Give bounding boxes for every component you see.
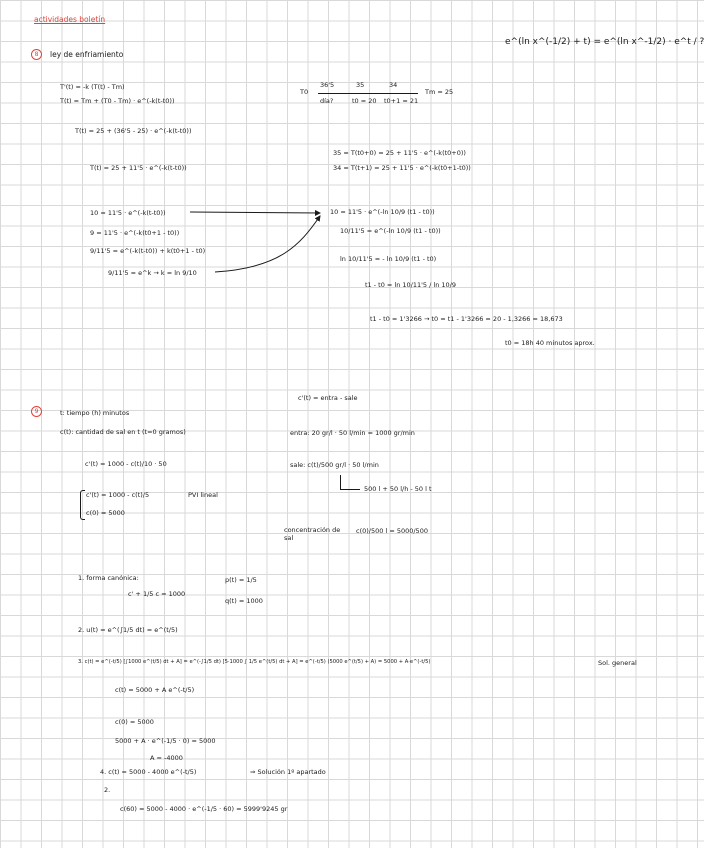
solve-line-4: t1 - t0 = ln 10/11'5 / ln 10/9 [365,281,456,289]
result-line: t1 - t0 = 1'3266 → t0 = t1 - 1'3266 = 20 - 1,3266 = 18,673 [370,315,563,323]
step-4-tag: ⇒ Solución 1º apartado [250,768,326,776]
variable-t: t: tiempo (h) minutos [60,409,130,417]
equation-simplified: T(t) = 25 + 11'5 · e^(-k(t-t0)) [90,164,187,172]
exercise-number-badge: 8 [31,49,42,60]
step-b: 2. [104,786,111,794]
outflow: sale: c(t)/500 gr/l · 50 l/min [290,461,379,469]
derivation-line-3: 9/11'5 = e^(-k(t-t0)) + k(t0+1 - t0) [90,247,206,255]
step-2: 2. u(t) = e^(∫1/5 dt) = e^(t/5) [78,626,178,634]
timeline-sub: día? [320,97,334,105]
timeline-value: 36'5 [320,81,335,89]
derivation-line-2: 9 = 11'5 · e^(-k(t0+1 - t0)) [90,229,180,237]
equation-substituted: T(t) = 25 + (36'5 - 25) · e^(-k(t-t0)) [75,127,192,135]
ode: c'(t) = 1000 - c(t)/10 · 50 [85,460,167,468]
constant-value: A = -4000 [150,754,183,762]
concentration-value: c(0)/500 l = 5000/500 [356,527,428,535]
equation-cooling-law: T'(t) = -k (T(t) - Tm) [60,83,125,91]
salt-balance-equation: c'(t) = entra - sale [298,394,358,402]
step-1-p: p(t) = 1/5 [225,576,257,584]
pvi-initial-condition: c(0) = 5000 [86,509,125,517]
exercise-number-badge: 9 [31,406,42,417]
step-1-equation: c' + 1/5 c = 1000 [128,590,186,598]
step-4: 4. c(t) = 5000 - 4000 e^(-t/5) [100,768,197,776]
solve-line-3: ln 10/11'5 = - ln 10/9 (t1 - t0) [340,255,437,263]
initial-condition-1: c(0) = 5000 [115,718,154,726]
timeline-note: Tm = 25 [425,88,454,96]
derivation-line-4: 9/11'5 = e^k → k = ln 9/10 [108,269,197,277]
solve-line-1: 10 = 11'5 · e^(-ln 10/9 (t1 - t0)) [330,208,435,216]
condition-2: 34 = T(t+1) = 25 + 11'5 · e^(-k(t0+1-t0)) [333,164,471,172]
timeline-sub: t0 = 20 [352,97,377,105]
timeline-value: 35 [356,81,365,89]
derivation-line-1: 10 = 11'5 · e^(-k(t-t0)) [90,209,166,217]
timeline-label: T0 [300,88,309,96]
outflow-bracket [340,475,341,489]
general-solution: c(t) = 5000 + A e^(-t/5) [115,686,195,694]
pvi-brace [80,490,85,520]
pvi-label: PVI lineal [188,491,218,499]
variable-c: c(t): cantidad de sal en t (t=0 gramos) [60,428,186,436]
timeline-sub: t0+1 = 21 [384,97,419,105]
condition-1: 35 = T(t0+0) = 25 + 11'5 · e^(-k(t0+0)) [333,149,466,157]
arrow-right [190,212,320,213]
timeline-value: 34 [389,81,398,89]
volume-expression: 500 l + 50 l/h - 50 l t [364,485,432,493]
initial-condition-2: 5000 + A · e^(-1/5 · 0) = 5000 [115,737,216,745]
arrow-curved [215,216,320,272]
step-3-tag: Sol. general [598,659,637,667]
exercise-title: ley de enfriamiento [50,50,124,59]
pvi-equation: c'(t) = 1000 - c(t)/5 [86,491,150,499]
final-result: t0 = 18h 40 minutos aprox. [505,339,595,347]
solve-line-2: 10/11'5 = e^(-ln 10/9 (t1 - t0)) [340,227,441,235]
page-title: actividades boletín [34,15,106,24]
equation-general-solution: T(t) = Tm + (T0 - Tm) · e^(-k(t-t0)) [60,97,175,105]
concentration-label: concentración de sal [284,526,341,543]
step-3: 3. c(t) = e^(-t/5) [∫1000 e^(t/5) dt + A] = e^(-∫1/5 dt) [5·1000 ∫ 1/5 e^(t/5) dt + A] = e^(-t/5) (5000 e^(t/5) + A) = 5000 + A·e^(-t/5) [78,659,431,665]
step-1-q: q(t) = 1000 [225,597,263,605]
outflow-bracket [340,489,360,490]
step-1-title: 1. forma canónica: [78,574,139,582]
final-calculation: c(60) = 5000 - 4000 · e^(-1/5 · 60) = 5999'9245 gr [120,805,288,813]
header-formula: e^(ln x^(-1/2) + t) = e^(ln x^-1/2) · e^t / ? [505,37,704,47]
inflow: entra: 20 gr/l · 50 l/min = 1000 gr/min [290,429,415,437]
